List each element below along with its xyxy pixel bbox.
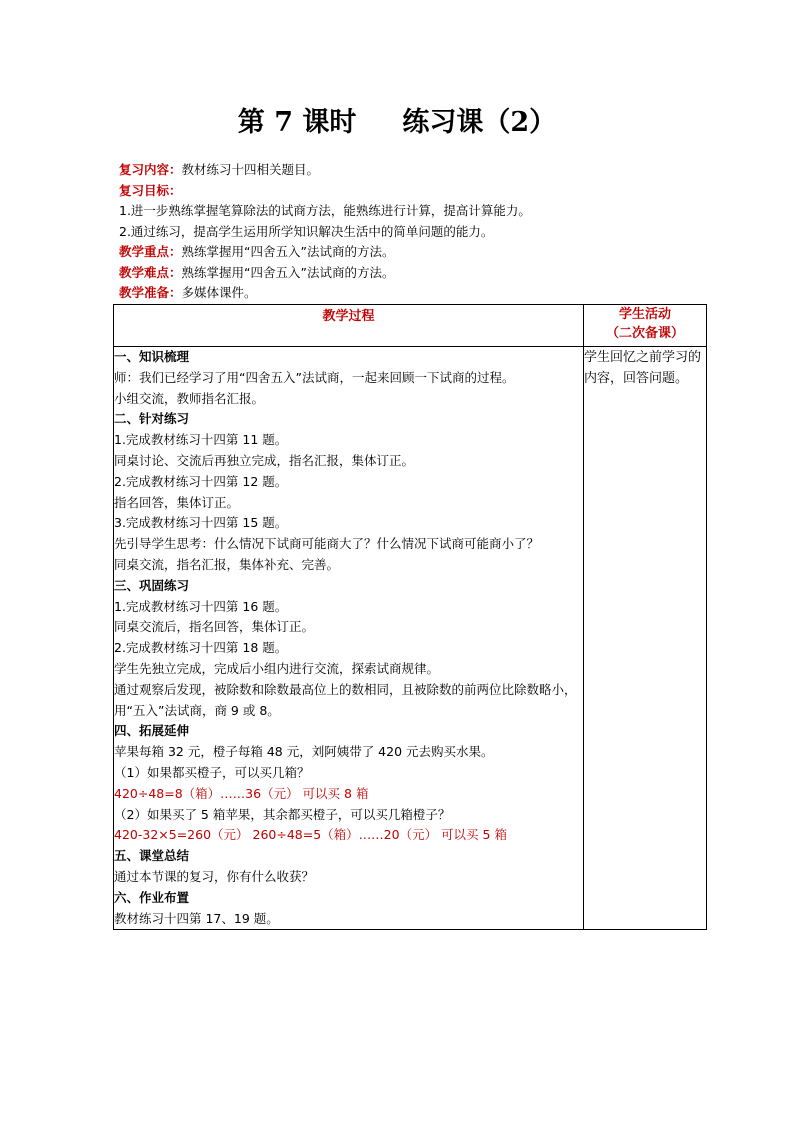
process-line: （1）如果都买橙子，可以买几箱？ xyxy=(114,764,310,780)
header-student-activity xyxy=(584,305,707,347)
process-line: 2.完成教材练习十四第 18 题。 xyxy=(114,640,288,656)
process-line: 师：我们已经学习了用“四舍五入”法试商，一起来回顾一下试商的过程。 xyxy=(114,369,515,385)
table-header-row xyxy=(114,305,707,347)
process-line: 通过本节课的复习，你有什么收获？ xyxy=(114,868,315,884)
process-line: 1.完成教材练习十四第 11 题。 xyxy=(114,432,288,448)
meta-goal-item: 2.通过练习，提高学生运用所学知识解决生活中的简单问题的能力。 xyxy=(119,223,494,239)
teaching-process-cell xyxy=(114,347,584,930)
answer-line: 420÷48=8（箱）……36（元） 可以买 8 箱 xyxy=(114,785,369,801)
process-line: 同桌讨论、交流后再独立完成，指名汇报，集体订正。 xyxy=(114,452,415,468)
process-line: 先引导学生思考：什么情况下试商可能商大了？什么情况下试商可能商小了？ xyxy=(114,536,540,552)
lesson-meta xyxy=(119,160,531,304)
section-heading: 一、知识梳理 xyxy=(114,349,190,364)
meta-text: 多媒体课件。 xyxy=(181,285,257,300)
process-line: 小组交流，教师指名汇报。 xyxy=(114,390,265,406)
meta-preparation xyxy=(119,283,531,304)
header-activity-line: 学生活动 xyxy=(618,307,671,322)
process-line: 苹果每箱 32 元，橙子每箱 48 元，刘阿姨带了 420 元去购买水果。 xyxy=(114,744,494,760)
meta-review-goal xyxy=(119,181,531,202)
meta-label: 教学准备： xyxy=(119,285,182,300)
section-heading: 三、巩固练习 xyxy=(114,577,190,593)
meta-key-point xyxy=(119,242,531,263)
meta-text: 熟练掌握用“四舍五入”法试商的方法。 xyxy=(181,264,395,280)
process-line: 同桌交流后，指名回答，集体订正。 xyxy=(114,619,315,635)
meta-label: 复习目标： xyxy=(119,182,182,198)
process-line: 2.完成教材练习十四第 12 题。 xyxy=(114,473,288,489)
title-lesson-name: 练习课（2） xyxy=(402,107,557,138)
process-line: 学生先独立完成，完成后小组内进行交流，探索试商规律。 xyxy=(114,660,440,676)
meta-goal-item: 1.进一步熟练掌握笔算除法的试商方法，能熟练进行计算，提高计算能力。 xyxy=(119,203,531,218)
process-line: 同桌交流，指名汇报，集体补充、完善。 xyxy=(114,556,340,572)
section-heading: 二、针对练习 xyxy=(114,411,190,427)
meta-label: 教学重点： xyxy=(119,244,182,259)
lesson-table xyxy=(113,304,707,930)
table-body-row xyxy=(114,347,707,930)
student-activity-cell: 学生回忆之前学习的内容，回答问题。 xyxy=(584,347,707,930)
process-line: （2）如果买了 5 箱苹果，其余都买橙子，可以买几箱橙子？ xyxy=(114,806,451,822)
process-line: 3.完成教材练习十四第 15 题。 xyxy=(114,515,288,531)
meta-text: 熟练掌握用“四舍五入”法试商的方法。 xyxy=(181,244,395,259)
process-line: 通过观察后发现，被除数和除数最高位上的数相同，且被除数的前两位比除数略小，用“五入”法试商，商 9 或 8。 xyxy=(114,681,577,718)
title-lesson-number: 第 7 课时 xyxy=(237,107,357,138)
header-teaching-process: 教学过程 xyxy=(114,305,584,347)
process-line: 教材练习十四第 17、19 题。 xyxy=(114,910,279,926)
meta-label: 复习内容： xyxy=(119,162,182,177)
meta-review-content xyxy=(119,160,531,181)
process-line: 指名回答，集体订正。 xyxy=(114,494,240,510)
meta-difficulty xyxy=(119,263,531,284)
process-line: 1.完成教材练习十四第 16 题。 xyxy=(114,598,288,614)
section-heading: 六、作业布置 xyxy=(114,889,190,905)
header-activity-line: （二次备课） xyxy=(605,326,684,341)
section-heading: 四、拓展延伸 xyxy=(114,723,190,739)
page-title xyxy=(0,100,794,139)
answer-line: 420-32×5=260（元） 260÷48=5（箱）……20（元） 可以买 5 箱 xyxy=(114,827,507,843)
section-heading: 五、课堂总结 xyxy=(114,848,190,864)
meta-text: 教材练习十四相关题目。 xyxy=(181,162,320,177)
meta-label: 教学难点： xyxy=(119,264,182,280)
